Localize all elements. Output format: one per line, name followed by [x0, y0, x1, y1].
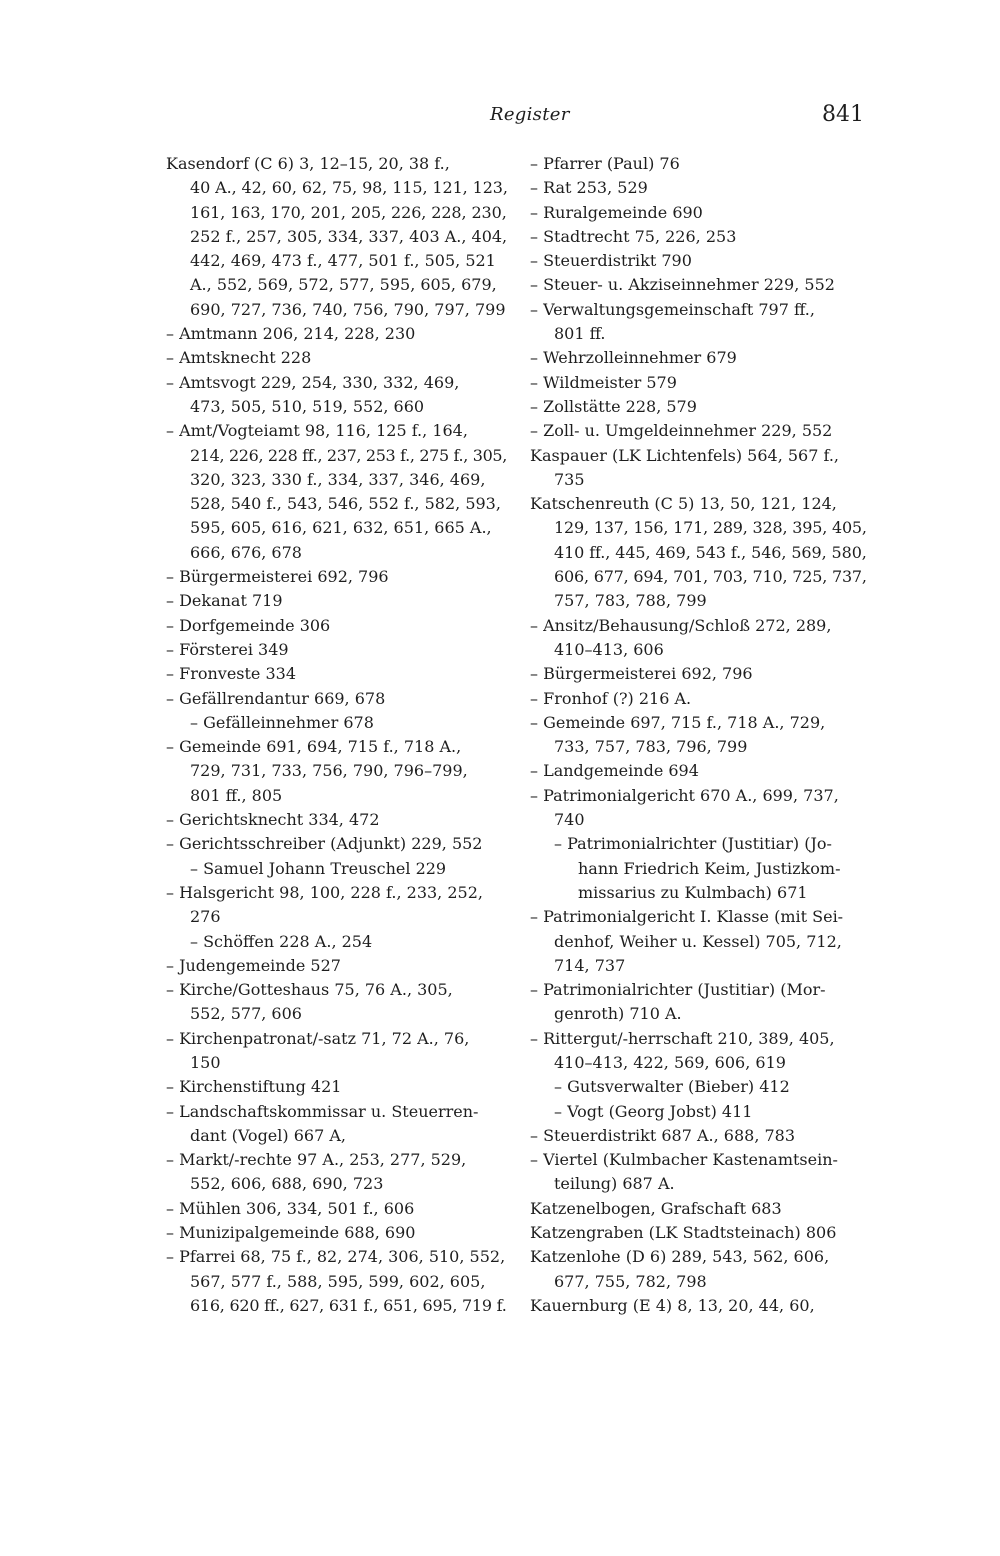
index-entry-line: – Patrimonialgericht 670 A., 699, 737, — [530, 785, 839, 805]
index-entry-line: – Försterei 349 — [166, 639, 289, 659]
index-entry-line: – Judengemeinde 527 — [166, 955, 341, 975]
index-entry-line: – Wehrzolleinnehmer 679 — [530, 348, 737, 368]
index-entry-line: 214, 226, 228 ff., 237, 253 f., 275 f., 305, — [190, 445, 507, 465]
index-entry-line: genroth) 710 A. — [554, 1004, 682, 1024]
index-entry-line: – Patrimonialrichter (Justitiar) (Jo- — [554, 834, 832, 854]
index-entry-line: A., 552, 569, 572, 577, 595, 605, 679, — [190, 275, 497, 295]
index-entry-line: 40 A., 42, 60, 62, 75, 98, 115, 121, 123, — [190, 178, 508, 198]
index-entry-line: 410–413, 422, 569, 606, 619 — [554, 1052, 786, 1072]
running-title: Register — [490, 104, 570, 125]
index-entry-line: 616, 620 ff., 627, 631 f., 651, 695, 719 f. — [190, 1295, 507, 1315]
index-entry-line: – Pfarrei 68, 75 f., 82, 274, 306, 510, 552, — [166, 1247, 506, 1267]
index-entry-line: Kaspauer (LK Lichtenfels) 564, 567 f., — [530, 445, 840, 465]
index-entry-line: 161, 163, 170, 201, 205, 226, 228, 230, — [190, 202, 507, 222]
index-entry-line: – Gemeinde 691, 694, 715 f., 718 A., — [166, 737, 462, 757]
index-entry-line: 801 ff., 805 — [190, 785, 283, 805]
index-entry-line: – Amtsknecht 228 — [166, 348, 312, 368]
index-entry-line: – Rat 253, 529 — [530, 178, 648, 198]
page-number: 841 — [822, 102, 864, 127]
index-entry-line: – Vogt (Georg Jobst) 411 — [554, 1101, 753, 1121]
index-entry-line: 473, 505, 510, 519, 552, 660 — [190, 396, 425, 416]
index-entry-line: – Halsgericht 98, 100, 228 f., 233, 252, — [166, 882, 483, 902]
index-entry-line: – Kirchenstiftung 421 — [166, 1077, 342, 1097]
index-entry-line: – Zollstätte 228, 579 — [530, 396, 697, 416]
index-entry-line: – Amtmann 206, 214, 228, 230 — [166, 324, 416, 344]
index-entry-line: – Mühlen 306, 334, 501 f., 606 — [166, 1198, 415, 1218]
index-entry-line: – Landgemeinde 694 — [530, 761, 699, 781]
index-entry-line: – Rittergut/-herrschaft 210, 389, 405, — [530, 1028, 835, 1048]
index-entry-line: – Ruralgemeinde 690 — [530, 202, 703, 222]
index-entry-line: 606, 677, 694, 701, 703, 710, 725, 737, — [554, 567, 867, 587]
index-entry-line: – Pfarrer (Paul) 76 — [530, 154, 680, 173]
index-entry-line: 595, 605, 616, 621, 632, 651, 665 A., — [190, 518, 492, 538]
index-entry-line: – Samuel Johann Treuschel 229 — [190, 858, 447, 878]
index-entry-line: 740 — [554, 810, 585, 830]
index-entry-line: 690, 727, 736, 740, 756, 790, 797, 799 — [190, 299, 506, 319]
index-entry-line: Kauernburg (E 4) 8, 13, 20, 44, 60, — [530, 1295, 815, 1315]
index-entry-line: 552, 577, 606 — [190, 1004, 302, 1024]
index-entry-line: – Bürgermeisterei 692, 796 — [530, 664, 753, 684]
index-entry-line: – Patrimonialrichter (Justitiar) (Mor- — [530, 980, 826, 1000]
index-entry-line: – Landschaftskommissar u. Steuerren- — [166, 1101, 479, 1121]
index-entry-line: 410 ff., 445, 469, 543 f., 546, 569, 580, — [554, 542, 867, 562]
index-entry-line: hann Friedrich Keim, Justizkom- — [578, 858, 841, 878]
index-entry-line: – Gefällrendantur 669, 678 — [166, 688, 386, 708]
index-entry-line: – Steuerdistrikt 790 — [530, 251, 692, 271]
index-entry-line: – Amtsvogt 229, 254, 330, 332, 469, — [166, 372, 460, 392]
index-entry-line: – Amt/Vogteiamt 98, 116, 125 f., 164, — [166, 421, 468, 441]
index-entry-line: 410–413, 606 — [554, 639, 664, 659]
index-entry-line: – Gerichtsknecht 334, 472 — [166, 810, 380, 830]
index-entry-line: dant (Vogel) 667 A, — [190, 1125, 346, 1145]
index-entry-line: Katzengraben (LK Stadtsteinach) 806 — [530, 1223, 837, 1243]
index-entry-line: 150 — [190, 1052, 221, 1072]
index-entry-line: 677, 755, 782, 798 — [554, 1271, 707, 1291]
index-entry-line: 735 — [554, 469, 585, 489]
index-entry-line: 729, 731, 733, 756, 790, 796–799, — [190, 761, 468, 781]
index-entry-line: – Markt/-rechte 97 A., 253, 277, 529, — [166, 1150, 467, 1170]
index-column-left — [166, 152, 508, 1318]
index-entry-line: Katzenlohe (D 6) 289, 543, 562, 606, — [530, 1247, 830, 1267]
index-entry-line: 801 ff. — [554, 324, 606, 344]
index-entry-line: – Kirchenpatronat/-satz 71, 72 A., 76, — [166, 1028, 470, 1048]
index-entry-line: 129, 137, 156, 171, 289, 328, 395, 405, — [554, 518, 867, 538]
index-entry-line: 757, 783, 788, 799 — [554, 591, 707, 611]
index-entry-line: denhof, Weiher u. Kessel) 705, 712, — [554, 931, 842, 951]
index-entry-line: 567, 577 f., 588, 595, 599, 602, 605, — [190, 1271, 486, 1291]
index-entry-line: – Patrimonialgericht I. Klasse (mit Sei- — [530, 907, 844, 927]
index-entry-line: teilung) 687 A. — [554, 1174, 675, 1194]
index-entry-line: 552, 606, 688, 690, 723 — [190, 1174, 384, 1194]
index-entry-line: 276 — [190, 907, 221, 927]
index-entry-line: Kasendorf (C 6) 3, 12–15, 20, 38 f., — [166, 154, 450, 173]
index-entry-line: – Dekanat 719 — [166, 591, 283, 611]
index-entry-line: 320, 323, 330 f., 334, 337, 346, 469, — [190, 469, 486, 489]
index-entry-line: – Gefälleinnehmer 678 — [190, 712, 374, 732]
running-head — [0, 104, 1000, 134]
index-entry-line: – Ansitz/Behausung/Schloß 272, 289, — [530, 615, 832, 635]
index-entry-line: – Verwaltungsgemeinschaft 797 ff., — [530, 299, 815, 319]
index-entry-line: – Fronhof (?) 216 A. — [530, 688, 692, 708]
index-entry-line: 666, 676, 678 — [190, 542, 302, 562]
index-entry-line: 714, 737 — [554, 955, 626, 975]
index-entry-line: – Zoll- u. Umgeldeinnehmer 229, 552 — [530, 421, 833, 441]
index-entry-line: Katschenreuth (C 5) 13, 50, 121, 124, — [530, 494, 837, 514]
index-entry-line: 733, 757, 783, 796, 799 — [554, 737, 748, 757]
index-entry-line: – Viertel (Kulmbacher Kastenamtsein- — [530, 1150, 838, 1170]
index-entry-line: – Schöffen 228 A., 254 — [190, 931, 373, 951]
index-entry-line: Katzenelbogen, Grafschaft 683 — [530, 1198, 782, 1218]
index-entry-line: – Kirche/Gotteshaus 75, 76 A., 305, — [166, 980, 453, 1000]
index-entry-line: 252 f., 257, 305, 334, 337, 403 A., 404, — [190, 226, 508, 246]
index-entry-line: – Gutsverwalter (Bieber) 412 — [554, 1077, 790, 1097]
index-entry-line: missarius zu Kulmbach) 671 — [578, 882, 808, 902]
index-entry-line: – Bürgermeisterei 692, 796 — [166, 567, 389, 587]
index-column-right — [530, 152, 868, 1318]
index-entry-line: – Steuer- u. Akziseinnehmer 229, 552 — [530, 275, 835, 295]
index-entry-line: 528, 540 f., 543, 546, 552 f., 582, 593, — [190, 494, 501, 514]
index-entry-line: – Gemeinde 697, 715 f., 718 A., 729, — [530, 712, 826, 732]
index-entry-line: – Steuerdistrikt 687 A., 688, 783 — [530, 1125, 796, 1145]
index-entry-line: 442, 469, 473 f., 477, 501 f., 505, 521 — [190, 251, 496, 271]
index-entry-line: – Munizipalgemeinde 688, 690 — [166, 1223, 416, 1243]
index-entry-line: – Stadtrecht 75, 226, 253 — [530, 226, 737, 246]
index-entry-line: – Dorfgemeinde 306 — [166, 615, 331, 635]
index-entry-line: – Fronveste 334 — [166, 664, 297, 684]
index-entry-line: – Gerichtsschreiber (Adjunkt) 229, 552 — [166, 834, 483, 854]
index-entry-line: – Wildmeister 579 — [530, 372, 677, 392]
